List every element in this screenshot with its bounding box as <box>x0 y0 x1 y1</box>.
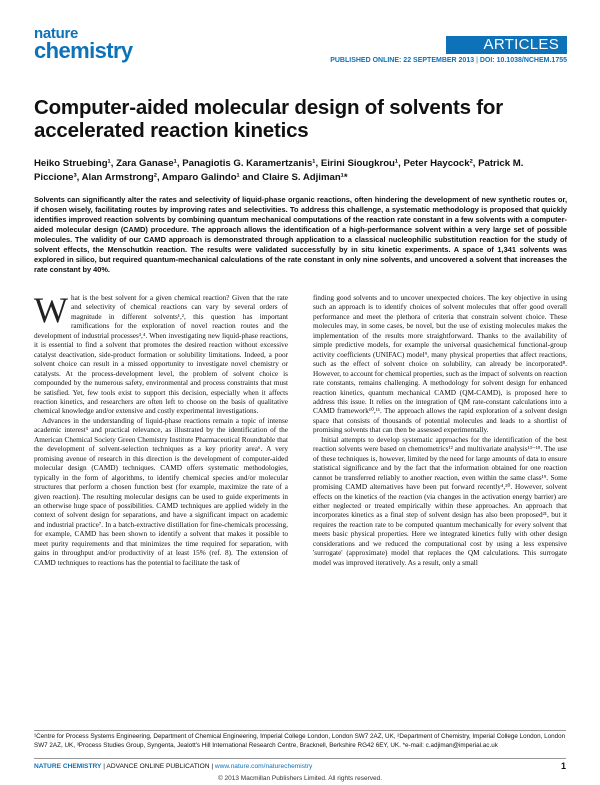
affiliations-footnote <box>34 733 566 750</box>
page-number: 1 <box>560 761 566 771</box>
logo-nature-text: nature <box>34 25 79 42</box>
footer-journal-name: NATURE CHEMISTRY <box>34 763 102 770</box>
footer-journal-url[interactable]: www.nature.com/naturechemistry <box>214 763 313 770</box>
body-column-right <box>313 294 567 568</box>
doi-link[interactable]: DOI: 10.1038/NCHEM.1755 <box>479 57 567 64</box>
page-footer <box>34 763 566 770</box>
author-list: Heiko Struebing¹, Zara Ganase¹, Panagiotis G. Karamertzanis¹, Eirini Siougkrou¹, Peter Haycock², Patrick M. Piccione³, Alan Armstrong², Amparo Galindo¹ and Claire S. Adjiman¹* <box>34 158 524 183</box>
body-paragraph: finding good solvents and to uncover unexpected choices. The key objective in using such an approach is to identify choices of solvent molecules that offer good overall performance and meet the plethora of criteria that constrain solvent choice. These molecules may, in some cases, be novel, but the use of existing molecules makes the implementation of the results more straightforward. Thanks to the availability of simple predictive models, for example the universal quasichemical functional-group activity coefficients (UNIFAC) model⁹, many physical properties that affect reactions, such as the effect of solvent choice on solubility, can already be incorporated⁸. However, to account for chemical properties, such as the impact of solvents on reaction rate constants, remains challenging. A methodology for solvent design for enhanced reaction kinetics, quantum mechanical CAMD (QM-CAMD), is proposed here to address this issue. It relies on the integration of QM rate-constant calculations into a CAMD framework¹⁰,¹¹. The approach allows the rapid exploration of a solvent design space that consists of thousands of potential molecules and leads to a shortlist of promising solvents that can then be assessed experimentally. <box>313 294 567 435</box>
article-title: Computer-aided molecular design of solvents for accelerated reaction kinetics <box>34 96 504 142</box>
section-label: ARTICLES <box>483 36 559 53</box>
footnote-divider <box>34 730 566 731</box>
body-column-left <box>34 290 288 568</box>
body-paragraph: Advances in the understanding of liquid-phase reactions remain a topic of intense academic interest⁵ and practical relevance, as illustrated by the identification of the American Chemical Society Green Chemistry Institute Pharmaceutical Roundtable that the development of solvent-selection techniques as a key priority area⁶. A very promising avenue of research in this direction is the development of computer-aided molecular design (CAMD) techniques. CAMD offers systematic methodologies, typically in the form of algorithms, to identify chemical species and/or molecular structures that perform a chosen function best (for example, maximize the rate of a given reaction). The resulting molecular designs can be used to guide experiments in an otherwise huge space of possibilities. CAMD techniques are applied widely in the context of solvent design for separations, and have a significant impact on academic and industrial practice⁷. In a batch-extractive distillation for fine-chemicals processing, for example, CAMD has been shown to identify a solvent that makes it possible to meet purity requirements and that minimizes the time required for separation, with gains in throughput and/or productivity of at least 15% (ref. 8). The extension of CAMD techniques to reactions has the potential to facilitate the task of <box>34 416 288 567</box>
affiliations-text: ¹Centre for Process Systems Engineering, Department of Chemical Engineering, Imperial College London, London SW7 2AZ, UK, ²Department of Chemistry, Imperial College London, London SW7 2AZ, UK, ³Process Studies Group, Syngenta, Jealott's Hill International Research Centre, Bracknell, Berkshire RG42 6EY, UK. *e-mail: c.adjiman@imperial.ac.uk <box>34 733 566 749</box>
copyright-notice: © 2013 Macmillan Publishers Limited. All rights reserved. <box>217 775 383 782</box>
publication-line <box>330 57 567 64</box>
drop-cap: W <box>34 290 68 330</box>
doi-separator: | <box>474 57 480 64</box>
abstract-text: Solvents can significantly alter the rates and selectivity of liquid-phase organic reactions, often hindering the development of new synthetic routes or, if chosen wisely, facilitating routes by improving rates and selectivities. To address this challenge, a systematic methodology is proposed that quickly identifies improved reaction solvents by combining quantum mechanical computations of the reaction rate constant in a few solvents with a computer-aided molecular design (CAMD) procedure. The approach allows the identification of a high-performance solvent within a very large set of possible molecules. The validity of our CAMD approach is demonstrated through application to a classical nucleophilic substitution reaction for the study of solvent effects, the Menschutkin reaction. The results were validated successfully by in situ kinetic experiments. A space of 1,341 solvents was explored in silico, but required quantum-mechanical calculations of the rate constant in only nine solvents, and uncovered a solvent that increases the rate constant by 40%. <box>34 195 567 274</box>
body-paragraph <box>34 290 288 417</box>
footer-advance-text: | ADVANCE ONLINE PUBLICATION | <box>101 763 215 770</box>
abstract <box>34 195 567 275</box>
paragraph-text: hat is the best solvent for a given chemical reaction? Given that the rate and selectivity of chemical reactions can vary by several orders of magnitude in different solvents¹,², this question has important ramifications for the exploration of novel reaction routes and the development of industrial processes³,⁴. When investigating new liquid-phase reactions, it is essential to find a solvent that promotes the desired reaction without excessive catalyst deactivation, side-product formation or solubility limitations. Indeed, a poor solvent choice can result in a missed opportunity to investigate novel chemistry or catalysts. At the process-development level, the problem of solvent choice is compounded by the numerous safety, environmental and process constraints that must be satisfied. Yet, few tools exist to support this decision, especially when it affects reaction kinetics, and researchers are often left to choose on the basis of qualitative chemical knowledge and/or extensive and costly experimental investigations. <box>34 294 288 416</box>
body-paragraph: Initial attempts to develop systematic approaches for the identification of the best reaction solvents were based on chemometrics¹² and multivariate analysis¹³⁻¹⁸. The use of these techniques is, however, limited by the need for large amounts of data to ensure statistical significance and by the fact that the information obtained for one reaction cannot be transferred reliably to another reaction, even within the same class¹⁹. Some promising CAMD alternatives have been put forward recently⁴,²⁰. However, solvent effects on the kinetics of the reaction (via changes in the activation energy barrier) are either neglected or treated empirically within these approaches. An approach that incorporates kinetics as a final step of solvent design has also been proposed²¹, but it requires the reaction rate to be computed quantum mechanically for every solvent that meets basic physical properties. Here we integrated kinetics fully with other design considerations and we reduced the computational cost by using a less expensive 'surrogate' (approximate) model that replaces the QM calculations. This surrogate model was improved iteratively. As a result, only a small <box>313 435 567 567</box>
footer-divider <box>34 758 566 759</box>
published-date: PUBLISHED ONLINE: 22 SEPTEMBER 2013 <box>330 57 475 64</box>
logo-chemistry-text: chemistry <box>34 38 133 63</box>
section-banner <box>446 36 567 54</box>
journal-logo[interactable] <box>34 25 133 74</box>
